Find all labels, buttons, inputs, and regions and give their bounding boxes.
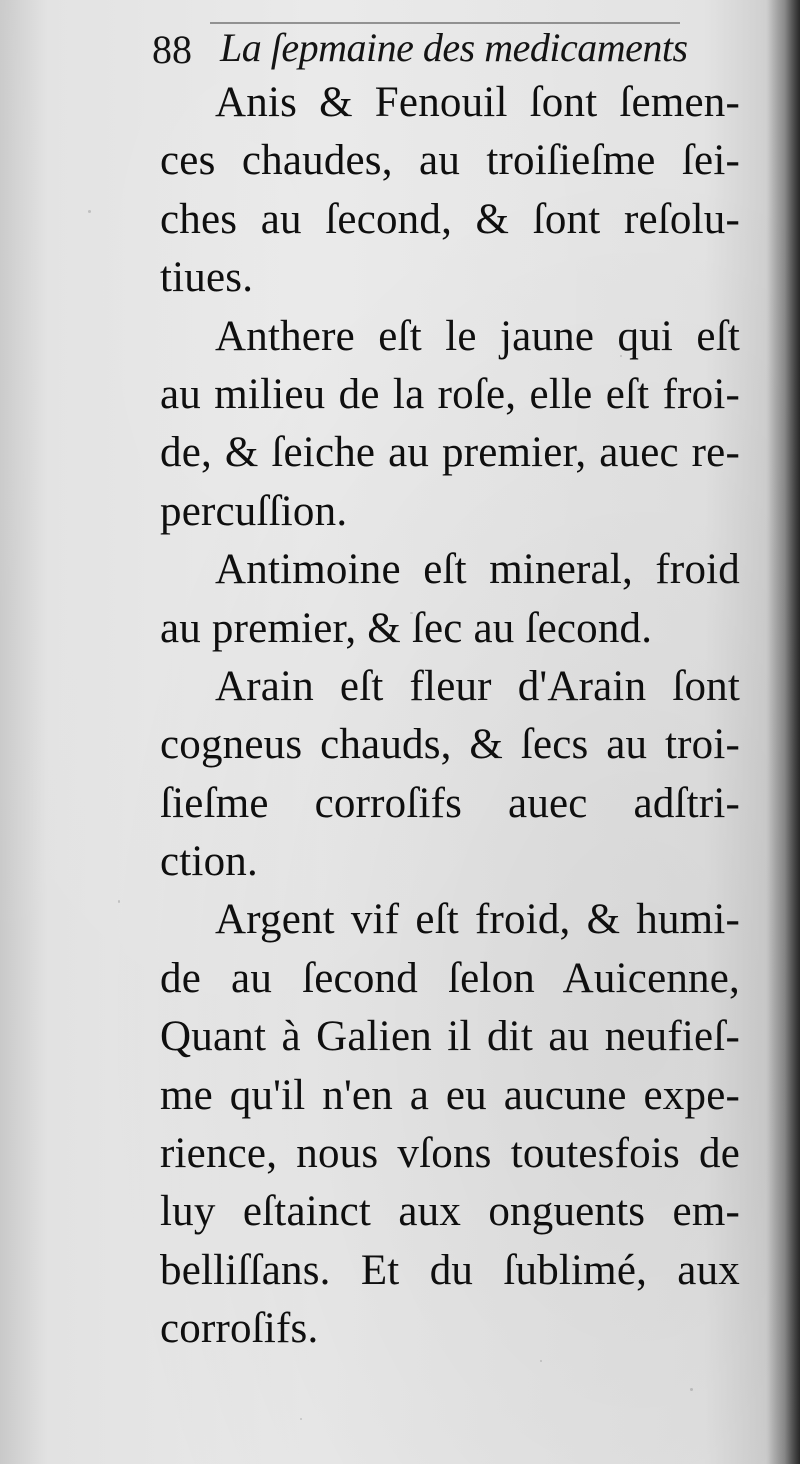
text-line: de au ſecond ſelon Auicenne, — [160, 954, 740, 1002]
paper-speck — [300, 1418, 302, 1420]
body-text — [160, 74, 740, 1359]
paper-speck — [118, 900, 120, 903]
paper-speck — [88, 210, 91, 213]
text-line: me qu'il n'en a eu aucune expe- — [160, 1071, 740, 1119]
page-header — [150, 22, 710, 78]
text-line: belliſſans. Et du ſublimé, aux — [160, 1246, 740, 1294]
text-line: Anis & Fenouil ſont ſemen- — [215, 79, 740, 126]
text-line: de, & ſeiche au premier, auec re- — [160, 429, 740, 477]
page-number: 88 — [152, 27, 192, 72]
text-line: rience, nous vſons toutesfois de — [160, 1130, 740, 1178]
paper-speck — [620, 355, 622, 357]
paper-speck — [690, 1388, 693, 1391]
text-line: luy eſtainct aux onguents em- — [160, 1188, 740, 1236]
text-line: ces chaudes, au troiſieſme ſei- — [160, 137, 740, 185]
paper-speck — [410, 612, 413, 614]
text-line: ches au ſecond, & ſont reſolu- — [160, 195, 740, 243]
page-edge-shadow — [766, 0, 800, 1464]
text-line: ction. — [160, 838, 258, 886]
text-line: au premier, & ſec au ſecond. — [160, 604, 653, 652]
paper-speck — [540, 1360, 542, 1362]
text-line: Arain eſt fleur d'Arain ſont — [215, 662, 740, 710]
text-line: Quant à Galien il dit au neufieſ- — [160, 1013, 740, 1061]
text-line: Anthere eſt le jaune qui eſt — [215, 312, 740, 360]
running-head: La ſepmaine des medicaments — [220, 25, 688, 70]
text-line: cogneus chauds, & ſecs au troi- — [160, 721, 740, 769]
text-line: ſieſme corroſifs auec adſtri- — [160, 779, 740, 827]
text-line: corroſifs. — [160, 1305, 319, 1353]
text-line: tiues. — [160, 254, 254, 302]
text-line: au milieu de la roſe, elle eſt froi- — [160, 370, 740, 418]
text-line: Argent vif eſt froid, & humi- — [215, 896, 740, 944]
text-line: Antimoine eſt mineral, froid — [215, 546, 740, 594]
text-line: percuſſion. — [160, 487, 348, 535]
